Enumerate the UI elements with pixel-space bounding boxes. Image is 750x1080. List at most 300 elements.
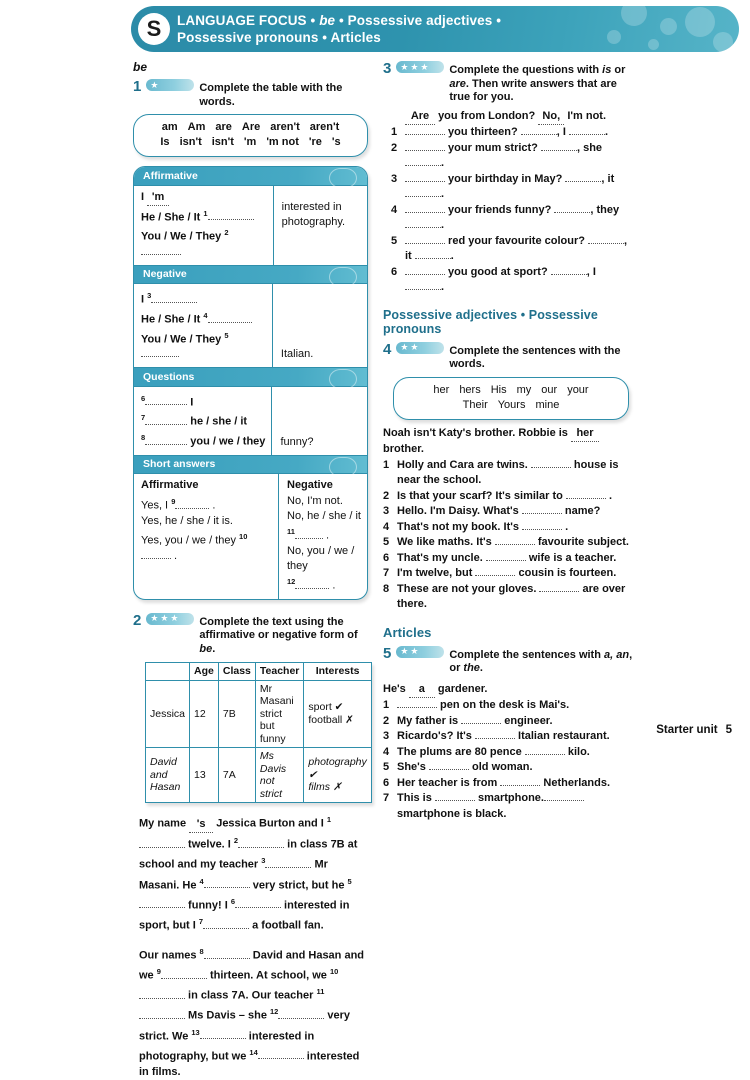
answer-blank[interactable] [405,289,441,290]
wordbank-word[interactable]: Their [462,398,488,411]
grammar-line [141,288,266,308]
short-answer-heading: Negative [287,479,333,492]
answer-blank[interactable] [405,274,445,275]
paragraph [139,944,368,1080]
list-item [383,760,633,776]
table-cell: Ms Davis not strict [255,748,304,803]
gap-number: 10 [239,531,248,541]
sentence-text: wife is a teacher. [525,551,617,564]
interest-item: films ✗ [308,781,342,794]
list-item [391,203,633,234]
item-number: 6 [391,265,398,278]
item-number: 2 [391,141,398,154]
answer-blank[interactable] [461,723,501,724]
wordbank-word[interactable]: aren't [270,121,300,133]
difficulty-stars-2: ★ ★ ★ [146,613,194,625]
list-item [383,458,633,489]
exercise-5-header [383,645,633,676]
page-banner [131,6,739,52]
short-answer-text: No, he / she / it [287,510,361,523]
sentence-text: . [441,219,445,231]
sentence-text: , it [405,234,628,262]
sentence-text: Ms Davis – she [185,1010,270,1023]
answer-blank[interactable] [397,707,437,708]
sentence-text: engineer. [501,714,553,727]
interest-item: sport ✔ [308,701,344,714]
item-number: 3 [383,730,390,742]
answer-blank[interactable] [554,212,590,213]
sentence-text: pen on the desk is Mai's. [437,699,570,711]
answer-blank[interactable] [141,558,171,559]
table-cell: 7A [218,748,255,803]
item-body [397,776,633,792]
sentence-text: in class 7A. Our teacher [185,989,317,1002]
answer-blank[interactable] [429,769,469,770]
answer-blank[interactable] [204,887,250,888]
example-row [383,682,633,699]
sentence-text: . [441,188,445,200]
difficulty-stars-5: ★ ★ [396,646,444,658]
sentence-text: smartphone. [474,792,544,804]
short-answer-heading: Affirmative [141,479,199,492]
sentence-text: Noah isn't Katy's brother. Robbie is [383,426,568,439]
item-body [397,698,633,714]
answer-blank[interactable] [566,498,606,499]
answer-blank[interactable] [258,1058,304,1059]
example-text [383,426,633,458]
item-body [397,458,633,489]
answer-blank[interactable] [295,538,323,539]
sentence-text: Jessica Burton and I [213,817,327,830]
sentence-text: in class 7B at school and my teacher [139,838,358,872]
rubric-text: , or [449,648,633,674]
banner-blob-icon [713,32,733,52]
exercise-3-items [391,125,633,296]
grammar-cell-subjects [134,284,272,367]
rubric-em: is [602,64,612,76]
answer-blank[interactable] [495,544,535,545]
answer-blank[interactable] [405,243,445,244]
answer-blank[interactable] [141,254,181,255]
banner-blob-icon [660,18,677,35]
answer-blank[interactable] [405,165,441,166]
exercise-2-header [133,612,368,657]
section-heading-be: be [133,60,148,74]
list-item [383,776,633,792]
answer-blank[interactable] [139,998,185,999]
sentence-text: your birthday in May? [445,172,566,185]
sentence-text: , she [576,141,603,154]
wordbank-word[interactable]: Am [187,121,206,133]
banner-title-line2: Possessive pronouns • Articles [177,30,381,45]
sentence-text: Ricardo's? It's [397,730,475,742]
item-number: 3 [391,172,398,185]
sentence-text: thirteen. At school, we [206,969,330,982]
answer-blank[interactable] [204,958,250,959]
answer-blank[interactable] [551,274,587,275]
footer-label: Starter unit [656,724,718,736]
answer-blank[interactable] [203,928,249,929]
answer-blank[interactable] [208,322,252,323]
answer-blank[interactable] [522,513,562,514]
answer-blank[interactable] [486,560,526,561]
answer-blank[interactable] [238,847,284,848]
answer-blank[interactable] [405,134,445,135]
sentence-text: Her teacher is from [397,776,501,789]
answer-blank[interactable] [541,150,577,151]
banner-blob-icon [648,39,659,50]
left-column [133,60,368,1080]
gap-number: 5 [347,876,352,886]
sentence-text: smartphone is black. [397,807,507,820]
grammar-cell-complement [271,387,367,455]
example-row [391,109,633,126]
answer-blank[interactable] [139,907,185,908]
grammar-subject: He / She / It [141,211,201,224]
wordbank-word[interactable]: aren't [309,121,340,133]
answer-filled: a [409,682,435,699]
difficulty-stars-3: ★ ★ ★ [396,61,444,73]
item-number: 5 [383,536,390,548]
gap-number: 4 [203,310,208,320]
wordbank-word[interactable]: 're [308,136,322,148]
answer-blank[interactable] [405,227,441,228]
sentence-text: kilo. [564,745,590,758]
answer-blank[interactable] [522,529,562,530]
wordbank-word[interactable]: 'm [243,136,257,148]
gap-number: 11 [287,527,295,537]
list-item [391,141,633,172]
exercise-3-rubric [449,64,633,105]
wordbank-word[interactable]: my [516,383,532,396]
exercise-4-items [383,458,633,613]
sentence-text: interested in photography, but we [139,1030,315,1063]
gap-number: 2 [233,836,239,846]
sentence-text: house is near the school. [397,458,619,486]
grammar-subject: You / We / They [141,333,222,346]
gap-number: 1 [326,815,332,825]
grammar-line [141,225,267,260]
wordbank-word[interactable]: 's [331,136,341,148]
wordbank-word[interactable]: our [541,383,558,396]
answer-blank[interactable] [141,356,179,357]
table-row [146,680,372,748]
gap-number: 9 [171,497,176,507]
grammar-bar-affirmative: Affirmative [134,167,367,186]
rubric-text: . Then write answers that are true for you. [449,77,617,103]
grammar-subject: he / she / it [190,416,248,429]
list-item [383,791,633,822]
answer-blank[interactable] [521,134,557,135]
wordbank-word[interactable]: hers [459,383,481,396]
answer-blank[interactable] [405,212,445,213]
sentence-text: brother. [383,443,424,455]
item-body [397,566,633,582]
list-item [383,504,633,520]
item-body [405,234,633,265]
item-number: 1 [391,126,398,138]
answer-blank[interactable] [405,181,445,182]
answer-blank[interactable] [565,181,601,182]
answer-blank[interactable] [295,588,329,589]
wordbank-word[interactable]: Yours [497,398,526,411]
answer-blank[interactable] [175,508,209,509]
item-number: 4 [391,203,398,216]
page-number: 5 [725,724,732,736]
banner-title-part2: • Possessive adjectives • [335,13,502,28]
exercise-4-wordbank [393,377,629,420]
grammar-cell-short-affirmative [134,474,278,598]
grammar-subject: you / we / they [190,435,266,448]
grammar-bar-questions: Questions [134,367,367,387]
gap-number: 7 [141,413,146,423]
grammar-cell-complement [272,284,367,367]
grammar-subject: I [141,293,145,306]
table-cell: David and Hasan [146,748,190,803]
sentence-text: We like maths. It's [397,536,495,548]
wordbank-word[interactable]: Are [241,121,261,133]
grammar-line [141,328,266,363]
grammar-subject: I [141,190,145,203]
short-answer-line [287,544,361,574]
exercise-5-number: 5 [383,644,392,662]
sentence-text: gardener. [437,682,488,695]
rubric-em: the [463,662,480,674]
sentence-text: name? [561,505,601,517]
sentence-text: you good at sport? [445,265,551,278]
page-footer [656,724,732,736]
sentence-text: interested in films. [139,1050,360,1078]
answer-blank[interactable] [544,800,584,801]
list-item [391,125,633,141]
answer-blank[interactable] [500,785,540,786]
exercise-1-wordbank [133,114,368,157]
item-body [397,551,633,567]
rubric-text: Complete the text using the affirmative or negative form of [199,615,358,642]
answer-blank[interactable] [405,150,445,151]
wordbank-word[interactable]: 'm not [266,136,299,148]
item-number: 5 [383,761,390,773]
sentence-text: are over there. [397,582,626,610]
answer-blank[interactable] [151,302,197,303]
sentence-text: a football fan. [249,919,324,932]
grammar-subject: You / We / They [141,230,222,243]
answer-blank[interactable] [531,467,571,468]
wordbank-row [144,120,357,135]
short-answer-line: No, he / she / it $^{11}$ . [287,510,361,542]
item-number: 8 [383,582,390,595]
exercise-4-rubric: Complete the sentences with the words. [449,344,621,370]
item-body [397,760,633,776]
gap-number: 4 [199,876,204,886]
right-column [383,60,633,822]
list-item [383,698,633,714]
paragraph [139,812,368,934]
example-text [405,109,633,126]
grammar-subject: He / She / It [141,313,201,326]
table-header-cell: Interests [304,663,371,681]
item-body [397,520,633,536]
answer-blank[interactable] [475,738,515,739]
answer-blank[interactable] [208,219,254,220]
exercise-4-list [383,426,633,613]
gap-number: 10 [329,967,339,977]
list-item [383,489,633,505]
wordbank-word[interactable]: His [490,383,507,396]
item-body [397,582,633,613]
item-body [405,141,633,172]
answer-blank[interactable] [145,444,187,445]
grammar-line [141,410,265,430]
example-row [383,426,633,458]
exercise-4-header [383,341,633,372]
sentence-text: The plums are 80 pence [397,745,525,758]
item-number: 5 [391,234,398,247]
sentence-text: , I [586,265,596,278]
table-header-cell: Teacher [255,663,304,681]
answer-blank[interactable] [588,243,624,244]
sentence-text: . [562,520,569,533]
gap-number: 2 [224,228,229,238]
short-answer-line: Yes, you / we / they $^{10}$ . [141,531,248,562]
banner-title [177,12,629,46]
wordbank-word[interactable]: your [567,383,589,396]
grammar-table [133,166,368,600]
answer-filled: 's [189,817,213,834]
list-item [383,729,633,745]
rubric-text: . [212,642,216,655]
grammar-cell-complement [273,186,367,265]
exercise-5-items [383,698,633,822]
sentence-text: . [441,281,445,293]
sentence-text: very strict. We [139,1010,351,1043]
answer-filled: No, [538,109,564,126]
rubric-text: Complete the sentences with [449,648,604,661]
wordbank-word[interactable]: Is [160,136,170,148]
wordbank-word[interactable]: isn't [211,136,234,148]
grammar-cell-subjects [134,186,273,265]
banner-title-part1: LANGUAGE FOCUS • [177,13,320,28]
wordbank-word[interactable]: isn't [179,136,202,148]
rubric-text: . [479,662,483,674]
item-body [397,745,633,761]
question-text: you from London? [438,109,536,122]
short-answer-line: $^{12}$ . [287,576,336,592]
grammar-row-affirmative [134,186,367,265]
table-cell: 12 [190,680,219,748]
interest-item: football ✗ [308,713,354,726]
sentence-text: My name [139,817,190,830]
difficulty-stars-4: ★ ★ [396,342,444,354]
gap-number: 7 [198,916,204,926]
answer-blank[interactable] [415,258,451,259]
wordbank-word[interactable]: her [433,383,450,396]
short-answer-text: Yes, you / we / they [141,534,236,547]
answer-filled: Are [405,109,435,126]
grammar-bar-negative: Negative [134,265,367,285]
sentence-text: That's not my book. It's [397,520,523,533]
rubric-em: a, an [604,648,630,661]
table-row [146,748,372,803]
table-cell: Mr Masani strict but funny [255,680,304,748]
grammar-cell-subjects [134,387,271,455]
wordbank-word[interactable]: mine [535,398,560,411]
banner-title-be: be [319,13,336,28]
grammar-row-negative [134,284,367,367]
item-number: 2 [383,489,390,502]
answer-blank[interactable] [278,1018,324,1019]
sentence-text: funny! I [185,899,231,912]
exercise-2-text [139,812,368,1080]
answer-blank[interactable] [265,867,311,868]
answer-blank[interactable] [145,404,187,405]
grammar-row-questions [134,387,367,455]
list-item [383,566,633,582]
wordbank-word[interactable]: are [215,121,232,133]
answer-blank[interactable] [539,591,579,592]
wordbank-row [144,135,357,150]
sentence-text: your mum strict? [445,141,541,154]
list-item [383,520,633,536]
short-answer-text: Yes, I [141,499,169,512]
grammar-subject: I [190,396,194,409]
answer-blank[interactable] [161,978,207,979]
answer-blank[interactable] [569,134,605,135]
table-header-cell [146,663,190,681]
section-heading-articles: Articles [383,624,432,640]
sentence-text: . [450,250,454,262]
table-header-cell: Age [190,663,219,681]
answer-blank[interactable] [525,754,565,755]
sentence-text: These are not your gloves. [397,582,540,595]
exercise-2-rubric [199,616,368,657]
sentence-text: Italian restaurant. [514,730,610,742]
sentence-text: interested in sport, but I [139,899,350,932]
answer-blank[interactable] [475,575,515,576]
interest-item: photography ✔ [308,756,367,781]
list-item [391,234,633,265]
grammar-line [141,206,267,226]
wordbank-word[interactable]: am [161,121,178,133]
answer-filled: 'm [147,190,169,206]
sentence-text: Mr Masani. He [139,859,328,892]
gap-number: 6 [230,896,235,906]
sentence-text: David and Hasan and we [139,949,365,982]
difficulty-stars-1: ★ [146,79,194,91]
answer-blank[interactable] [405,196,441,197]
sentence-text: Hello. I'm Daisy. What's [397,505,522,517]
item-body [397,489,633,505]
gap-number: 12 [287,576,296,586]
unit-badge: S [138,13,170,45]
item-number: 2 [383,714,390,727]
answer-blank[interactable] [435,800,475,801]
exercise-1-rubric: Complete the table with the words. [199,82,343,108]
answer-blank[interactable] [200,1038,246,1039]
table-cell-interests [304,680,371,748]
answer-blank[interactable] [235,907,281,908]
gap-number: 14 [249,1047,258,1057]
answer-blank[interactable] [145,424,187,425]
short-answer-line: Yes, I $^9$ . [141,497,216,512]
answer-blank[interactable] [139,847,185,848]
answer-blank[interactable] [139,1018,185,1019]
item-body [397,504,633,520]
gap-number: 3 [147,291,152,301]
exercise-2-number: 2 [133,611,142,629]
answer-filled: her [571,426,599,443]
answer-filled: I'm not. [567,109,607,122]
